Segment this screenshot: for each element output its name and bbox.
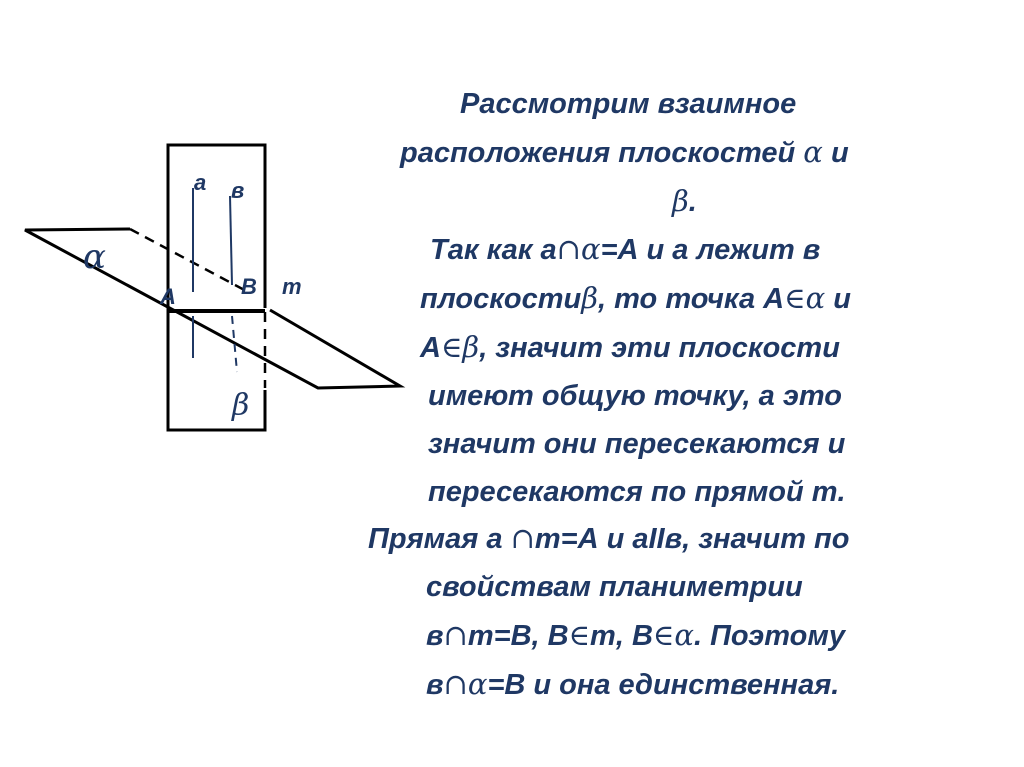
beta-symbol: β [672,184,689,218]
intersection-symbol: ∩ [556,232,581,266]
para3-l1-a: Прямая а [368,523,511,555]
paragraph-2 [420,225,1010,516]
beta-symbol: β [581,281,599,315]
para2-l5: значит они пересекаются и [428,428,846,460]
para3-line4 [368,660,1008,709]
element-of-symbol: ∈ [784,281,806,315]
label-point-B: В [241,274,257,299]
label-line-m: m [282,274,302,299]
label-a: а [194,170,207,195]
para2-l1-b: =А и а лежит в [600,234,821,266]
para3-l4-b: =В и она единственная. [487,669,840,701]
label-alpha: α [83,237,106,277]
para2-l2-b: , то точка А [598,283,785,315]
para2-l3-a: А [420,332,441,364]
alpha-symbol: α [803,135,823,169]
para3-l2: свойствам планиметрии [426,571,803,603]
alpha-symbol: α [805,281,826,315]
intersection-symbol: ∩ [443,618,468,652]
plane-alpha-edge [25,229,400,388]
para2-line6 [420,468,1010,516]
para3-line1 [368,514,1008,563]
para3-l1-b: m=А и аIIв, значит по [534,523,850,555]
beta-symbol: β [462,330,480,364]
para3-l3-a: в [426,620,444,652]
para2-l3-b: , значит эти плоскости [479,332,840,364]
para2-l2-a: плоскости [420,283,582,315]
para2-line3 [420,323,1010,372]
para3-line3 [368,611,1008,660]
para1-line3 [400,177,1010,226]
para2-l1-a: Так как а [430,234,557,266]
para2-line1 [420,225,1010,274]
element-of-symbol: ∈ [440,330,463,364]
element-of-symbol: ∈ [652,618,675,652]
para2-line2 [420,274,1010,323]
para1-line2 [400,128,1010,177]
para2-l4: имеют общую точку, а это [428,380,842,412]
intersection-symbol: ∩ [510,521,535,555]
para1-line3-text: . [688,186,697,218]
label-beta: β [232,388,250,423]
alpha-symbol: α [467,667,488,701]
label-point-A: А [160,284,176,309]
para3-l3-b: m=В, В [467,620,569,652]
line-b-upper [230,196,232,285]
para3-l3-d: . Поэтому [693,620,845,652]
para2-l2-c: и [825,283,851,315]
element-of-symbol: ∈ [568,618,591,652]
para1-line1-text: Рассмотрим взаимное [460,88,797,120]
para1-line2-text-b: и [822,137,849,169]
planes-diagram [0,0,420,460]
plane-beta-bottom [168,310,265,430]
para2-l6: пересекаются по прямой m. [428,476,846,508]
label-b: в [231,178,245,203]
para3-l4-a: в [426,669,444,701]
alpha-symbol: α [580,232,601,266]
para2-line4 [420,372,1010,420]
para1-line2-text-a: расположения плоскостей [400,137,804,169]
para3-l3-c: m, В [590,620,653,652]
para3-line2 [368,563,1008,611]
paragraph-3 [368,514,1008,709]
intersection-symbol: ∩ [443,667,468,701]
alpha-symbol: α [674,618,694,652]
para2-line5 [420,420,1010,468]
paragraph-1 [400,80,1010,226]
para1-line1 [400,80,1010,128]
